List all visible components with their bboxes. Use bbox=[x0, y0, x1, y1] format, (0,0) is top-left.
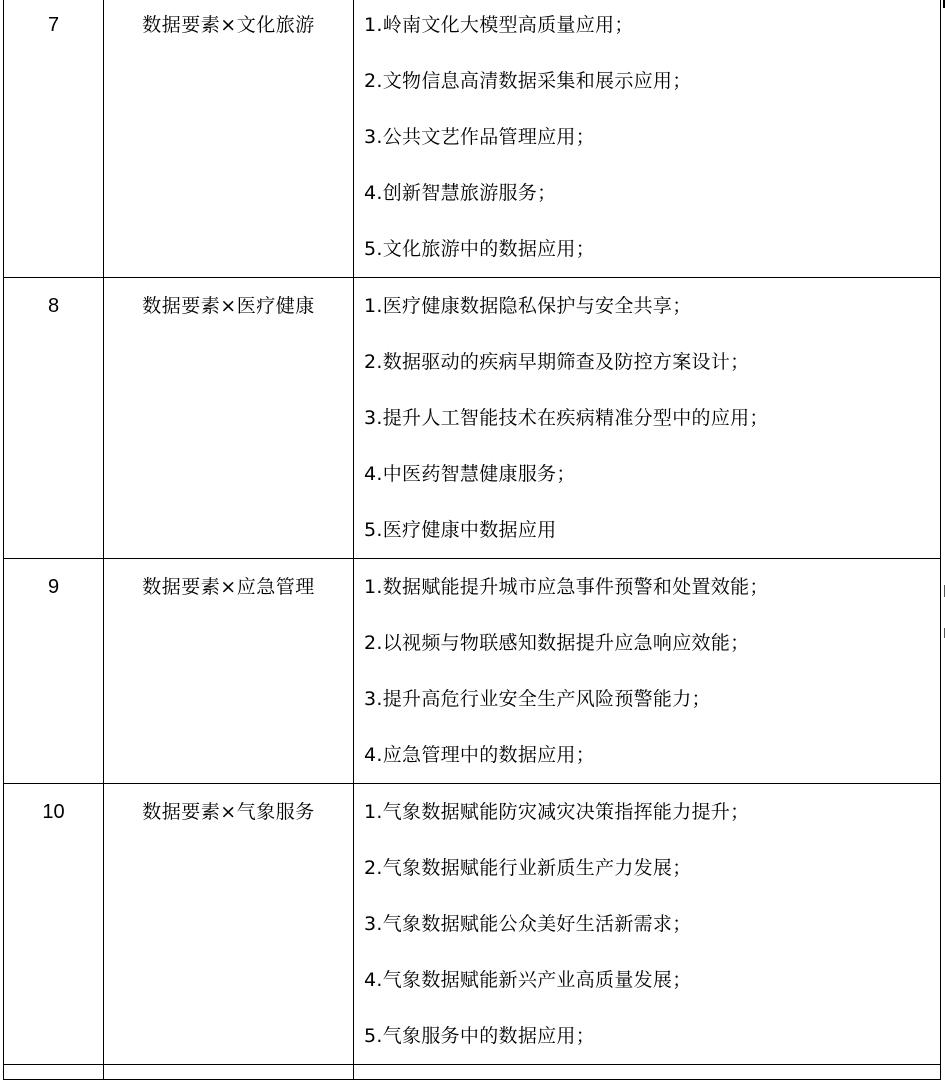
row-category: 数据要素×医疗健康 bbox=[104, 278, 354, 559]
empty-cell bbox=[104, 1065, 354, 1080]
list-item: 2.数据驱动的疾病早期筛查及防控方案设计； bbox=[364, 351, 750, 373]
list-item: 3.公共文艺作品管理应用； bbox=[364, 126, 596, 148]
row-number: 9 bbox=[4, 559, 104, 784]
empty-cell bbox=[4, 1065, 104, 1080]
list-item: 3.气象数据赋能公众美好生活新需求； bbox=[364, 913, 692, 935]
list-item: 4.应急管理中的数据应用； bbox=[364, 744, 596, 766]
row-number: 7 bbox=[4, 0, 104, 278]
row-number: 8 bbox=[4, 278, 104, 559]
list-item: 5.气象服务中的数据应用； bbox=[364, 1025, 596, 1047]
list-item: 5.文化旅游中的数据应用； bbox=[364, 238, 596, 260]
row-category: 数据要素×气象服务 bbox=[104, 784, 354, 1065]
list-item: 1.医疗健康数据隐私保护与安全共享； bbox=[364, 295, 692, 317]
list-item: 2.文物信息高清数据采集和展示应用； bbox=[364, 70, 692, 92]
list-item: 4.创新智慧旅游服务； bbox=[364, 182, 557, 204]
list-item: 1.岭南文化大模型高质量应用； bbox=[364, 14, 634, 36]
row-items bbox=[354, 559, 941, 784]
list-item: 2.气象数据赋能行业新质生产力发展； bbox=[364, 857, 692, 879]
list-item: 2.以视频与物联感知数据提升应急响应效能； bbox=[364, 632, 750, 654]
list-item: 3.提升人工智能技术在疾病精准分型中的应用； bbox=[364, 407, 769, 429]
row-category: 数据要素×文化旅游 bbox=[104, 0, 354, 278]
table-row bbox=[4, 278, 941, 559]
row-items bbox=[354, 278, 941, 559]
row-items bbox=[354, 0, 941, 278]
row-items bbox=[354, 784, 941, 1065]
list-item: 1.气象数据赋能防灾减灾决策指挥能力提升； bbox=[364, 801, 750, 823]
table-row bbox=[4, 559, 941, 784]
table-row-partial bbox=[4, 1065, 941, 1080]
table-row bbox=[4, 0, 941, 278]
list-item: 3.提升高危行业安全生产风险预警能力； bbox=[364, 688, 711, 710]
list-item: 5.医疗健康中数据应用 bbox=[364, 519, 557, 541]
row-category: 数据要素×应急管理 bbox=[104, 559, 354, 784]
list-item: 1.数据赋能提升城市应急事件预警和处置效能； bbox=[364, 576, 769, 598]
row-number: 10 bbox=[4, 784, 104, 1065]
list-item: 4.气象数据赋能新兴产业高质量发展； bbox=[364, 969, 692, 991]
list-item: 4.中医药智慧健康服务； bbox=[364, 463, 576, 485]
table-row bbox=[4, 784, 941, 1065]
empty-cell bbox=[354, 1065, 941, 1080]
topics-table bbox=[3, 0, 941, 1080]
